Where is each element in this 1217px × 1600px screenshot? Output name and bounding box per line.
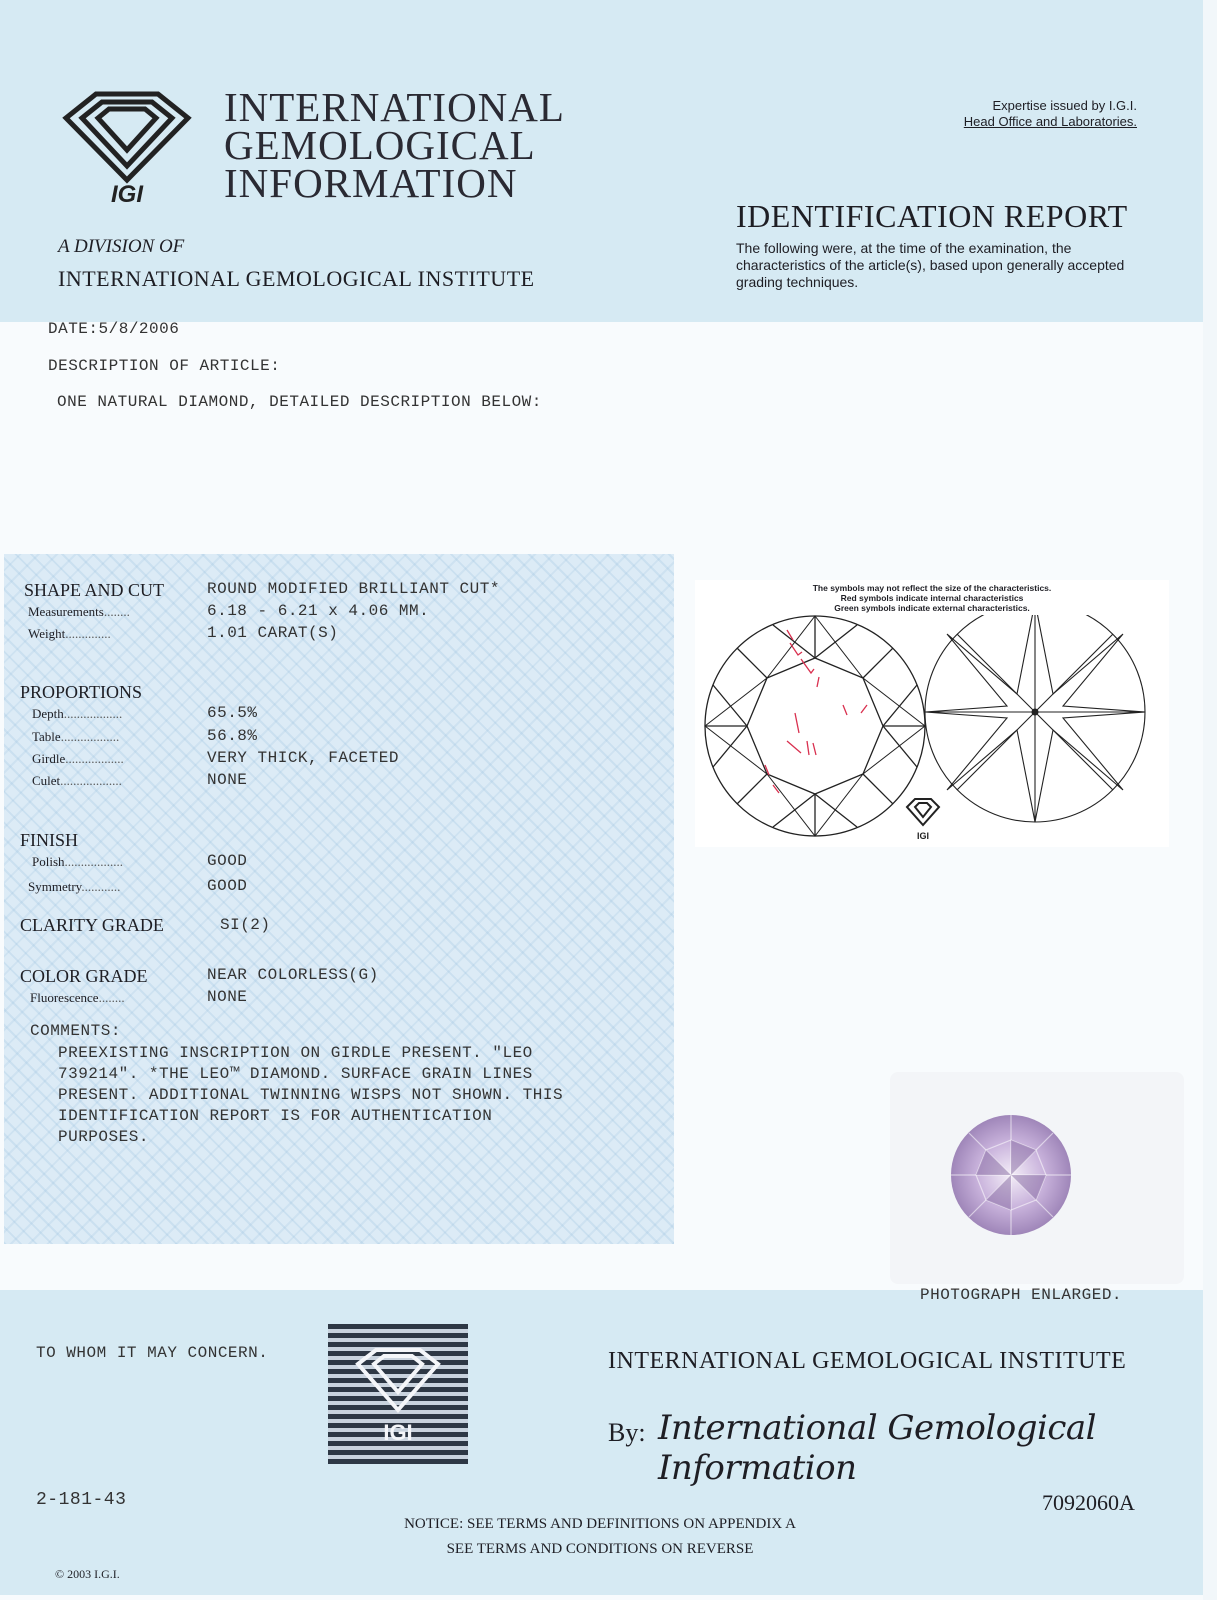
photo-caption: PHOTOGRAPH ENLARGED.	[920, 1286, 1123, 1304]
by-label: By:	[608, 1418, 646, 1447]
polish-label: Polish..................	[32, 854, 124, 869]
depth-label: Depth..................	[32, 706, 123, 721]
expertise-line: Expertise issued by I.G.I.	[992, 98, 1137, 113]
comment-line: PRESENT. ADDITIONAL TWINNING WISPS NOT SHOWN. THIS	[58, 1086, 564, 1104]
copyright: © 2003 I.G.I.	[55, 1567, 120, 1581]
hologram-logo-icon	[328, 1324, 468, 1464]
comment-line: IDENTIFICATION REPORT IS FOR AUTHENTICATION	[58, 1107, 493, 1125]
plot-logo-monogram: IGI	[916, 831, 930, 841]
fluorescence-value: NONE	[207, 988, 248, 1006]
hologram-monogram: IGI	[383, 1420, 413, 1445]
logo-monogram: IGI	[110, 181, 144, 208]
comment-line: PREEXISTING INSCRIPTION ON GIRDLE PRESENT. "LEO	[58, 1044, 533, 1062]
fluorescence-label: Fluorescence........	[30, 990, 125, 1005]
notice-line: SEE TERMS AND CONDITIONS ON REVERSE	[446, 1541, 754, 1557]
comment-line: PURPOSES.	[58, 1128, 149, 1146]
plot-notes	[695, 583, 1169, 613]
notice-line: NOTICE: SEE TERMS AND DEFINITIONS ON APPENDIX A	[404, 1516, 796, 1532]
institute-name: INTERNATIONAL GEMOLOGICAL INSTITUTE	[58, 266, 535, 291]
table-value: 56.8%	[207, 727, 258, 745]
table-label: Table..................	[32, 729, 120, 744]
org-title-line: GEMOLOGICAL	[224, 122, 536, 168]
culet-label: Culet...................	[32, 773, 122, 788]
girdle-label: Girdle..................	[32, 751, 124, 766]
girdle-value: VERY THICK, FACETED	[207, 749, 399, 767]
page-edge	[1203, 0, 1217, 1600]
measurements-label: Measurements........	[28, 604, 130, 619]
weight-label: Weight..............	[28, 626, 111, 641]
symmetry-value: GOOD	[207, 877, 248, 895]
shape-label: SHAPE AND CUT	[24, 580, 165, 600]
report-intro: The following were, at the time of the examination, the characteristics of the article(s), based upon generally accepted grading techniques.	[736, 240, 1125, 290]
report-date: DATE:5/8/2006	[48, 320, 180, 338]
expertise-note	[817, 98, 1137, 130]
diamond-photo	[948, 1112, 1074, 1238]
finish-label: FINISH	[20, 830, 79, 850]
plot-note: Green symbols indicate external characteristics.	[834, 603, 1030, 613]
color-value: NEAR COLORLESS(G)	[207, 966, 379, 984]
comments-label: COMMENTS:	[30, 1022, 121, 1040]
org-title	[224, 84, 565, 206]
igi-logo-icon	[62, 88, 192, 208]
weight-value: 1.01 CARAT(S)	[207, 624, 339, 642]
depth-value: 65.5%	[207, 704, 258, 722]
org-title-line: INTERNATIONAL	[224, 84, 565, 130]
plot-note: The symbols may not reflect the size of the characteristics.	[812, 583, 1052, 593]
symmetry-label: Symmetry............	[28, 879, 121, 894]
division-of: A DIVISION OF	[58, 236, 185, 257]
signature: International Gemological Information	[658, 1408, 1097, 1488]
pavilion-view	[925, 615, 1145, 822]
culet-value: NONE	[207, 771, 248, 789]
expertise-office: Head Office and Laboratories.	[963, 114, 1137, 129]
measurements-value: 6.18 - 6.21 x 4.06 MM.	[207, 602, 430, 620]
to-whom: TO WHOM IT MAY CONCERN.	[36, 1344, 269, 1362]
notice	[360, 1512, 840, 1562]
plot-note: Red symbols indicate internal characteristics	[840, 593, 1024, 603]
report-code: 2-181-43	[36, 1490, 127, 1510]
report-title: IDENTIFICATION REPORT	[736, 198, 1128, 234]
article-description: ONE NATURAL DIAMOND, DETAILED DESCRIPTION BELOW:	[57, 393, 542, 411]
color-label: COLOR GRADE	[20, 966, 148, 986]
polish-value: GOOD	[207, 852, 248, 870]
comment-line: 739214". *THE LEO™ DIAMOND. SURFACE GRAIN LINES	[58, 1065, 533, 1083]
shape-value: ROUND MODIFIED BRILLIANT CUT*	[207, 580, 500, 598]
footer-institute: INTERNATIONAL GEMOLOGICAL INSTITUTE	[608, 1348, 1127, 1374]
clarity-label: CLARITY GRADE	[20, 915, 164, 935]
description-label: DESCRIPTION OF ARTICLE:	[48, 357, 281, 375]
hologram-seal	[328, 1324, 468, 1464]
clarity-value: SI(2)	[220, 916, 271, 934]
inclusion-marks	[765, 630, 867, 793]
report-number: 7092060A	[1042, 1490, 1135, 1515]
org-title-line: INFORMATION	[224, 160, 518, 206]
plot-logo-icon	[907, 799, 939, 841]
proportions-label: PROPORTIONS	[20, 682, 142, 702]
crown-view	[705, 616, 925, 836]
comments-text	[58, 1043, 563, 1148]
diamond-plot-diagram	[695, 615, 1169, 847]
